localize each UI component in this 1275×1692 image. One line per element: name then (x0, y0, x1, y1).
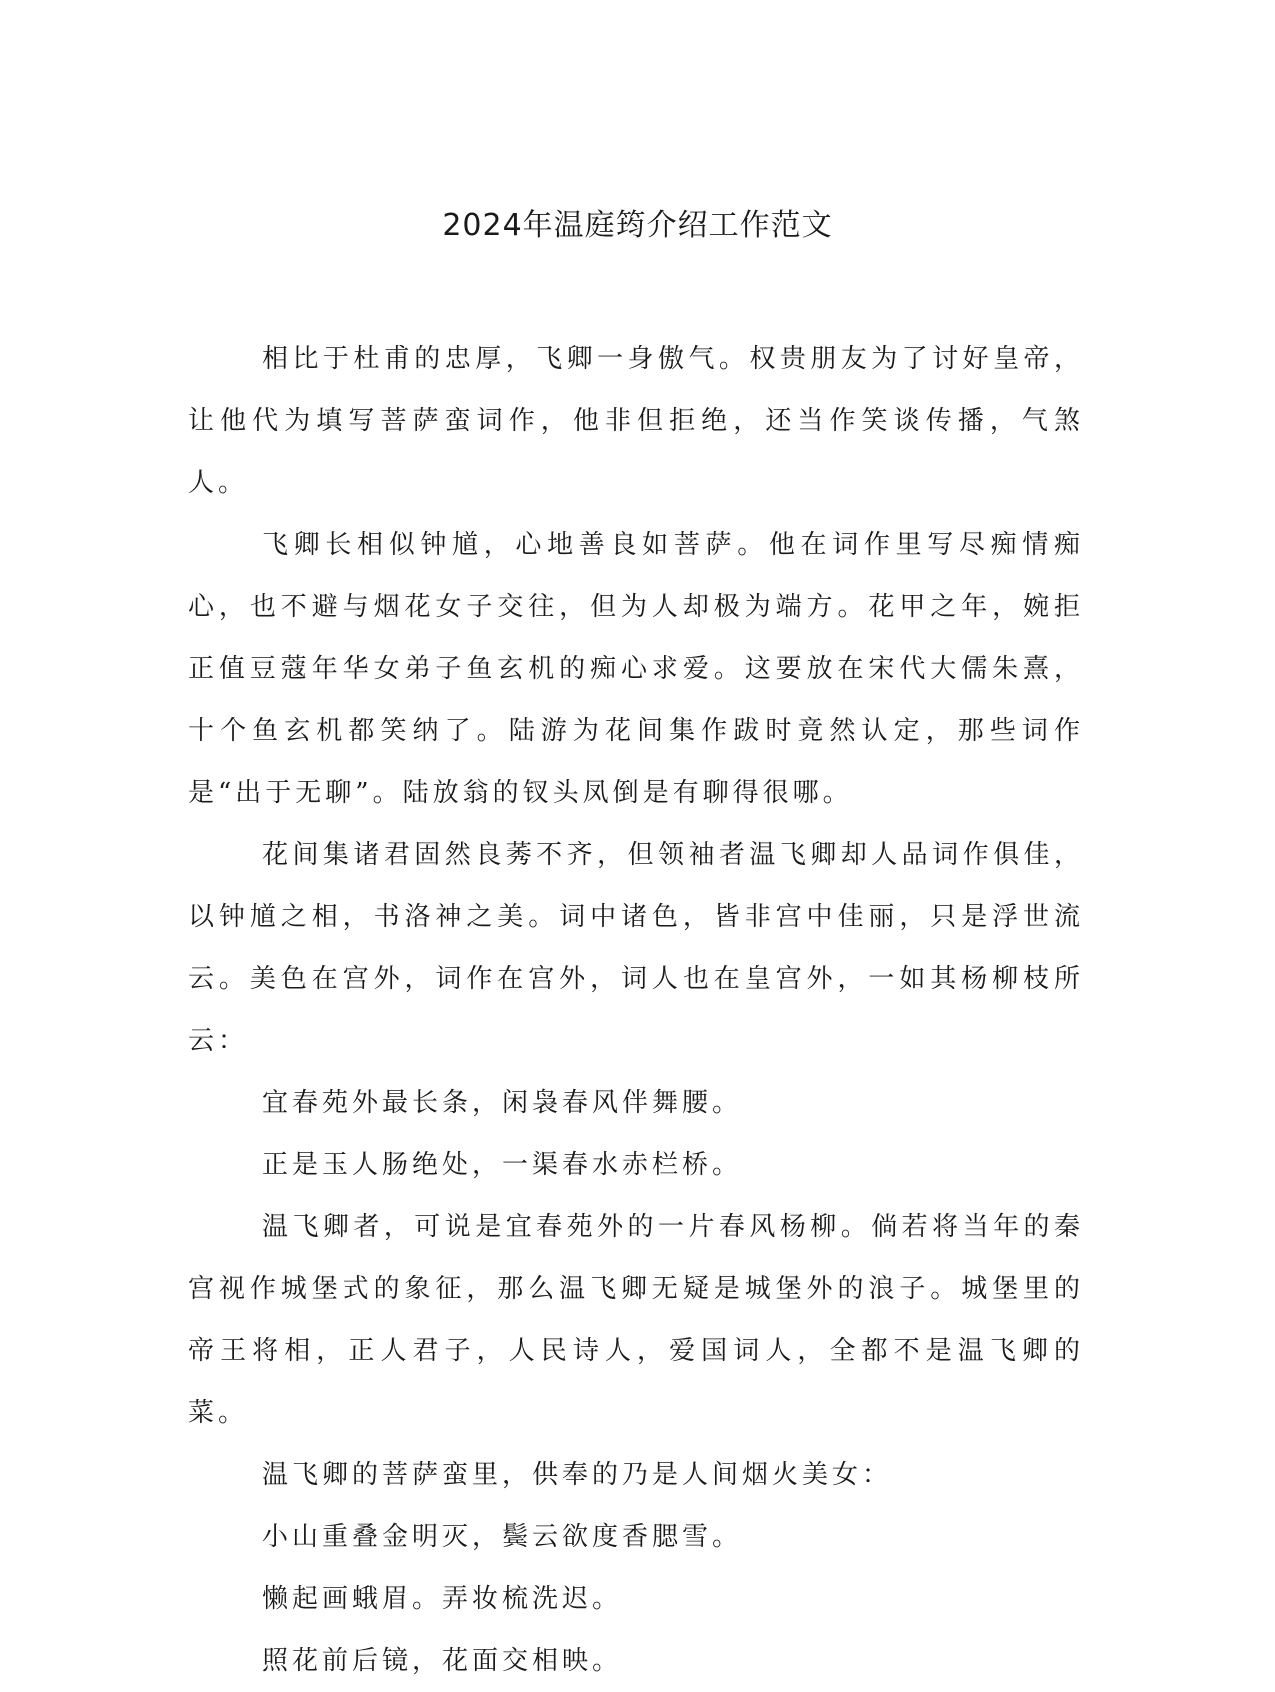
paragraph: 相比于杜甫的忠厚，飞卿一身傲气。权贵朋友为了讨好皇帝，让他代为填写菩萨蛮词作，他非但拒绝，还当作笑谈传播，气煞人。 (188, 344, 1084, 498)
paragraph: 飞卿长相似钟馗，心地善良如菩萨。他在词作里写尽痴情痴心，也不避与烟花女子交往，但为人却极为端方。花甲之年，婉拒正值豆蔻年华女弟子鱼玄机的痴心求爱。这要放在宋代大儒朱熹，十个鱼玄机都笑纳了。陆游为花间集作跋时竟然认定，那些词作是“出于无聊”。陆放翁的钗头凤倒是有聊得很哪。 (188, 530, 1084, 808)
poem-line: 照花前后镜，花面交相映。 (262, 1646, 623, 1676)
paragraph: 温飞卿的菩萨蛮里，供奉的乃是人间烟火美女： (262, 1460, 893, 1490)
poem-line: 小山重叠金明灭，鬓云欲度香腮雪。 (262, 1522, 743, 1552)
poem-line: 宜春苑外最长条，闲袅春风伴舞腰。 (262, 1088, 743, 1118)
paragraph: 温飞卿者，可说是宜春苑外的一片春风杨柳。倘若将当年的秦宫视作城堡式的象征，那么温飞卿无疑是城堡外的浪子。城堡里的帝王将相，正人君子，人民诗人，爱国词人，全都不是温飞卿的菜。 (188, 1212, 1084, 1428)
document-title: 2024年温庭筠介绍工作范文 (442, 208, 833, 243)
poem-line: 正是玉人肠绝处，一渠春水赤栏桥。 (262, 1150, 743, 1180)
document-body (188, 328, 1084, 1692)
paragraph: 花间集诸君固然良莠不齐，但领袖者温飞卿却人品词作俱佳，以钟馗之相，书洛神之美。词中诸色，皆非宫中佳丽，只是浮世流云。美色在宫外，词作在宫外，词人也在皇宫外，一如其杨柳枝所云： (188, 840, 1084, 1056)
poem-line: 懒起画蛾眉。弄妆梳洗迟。 (262, 1584, 623, 1614)
